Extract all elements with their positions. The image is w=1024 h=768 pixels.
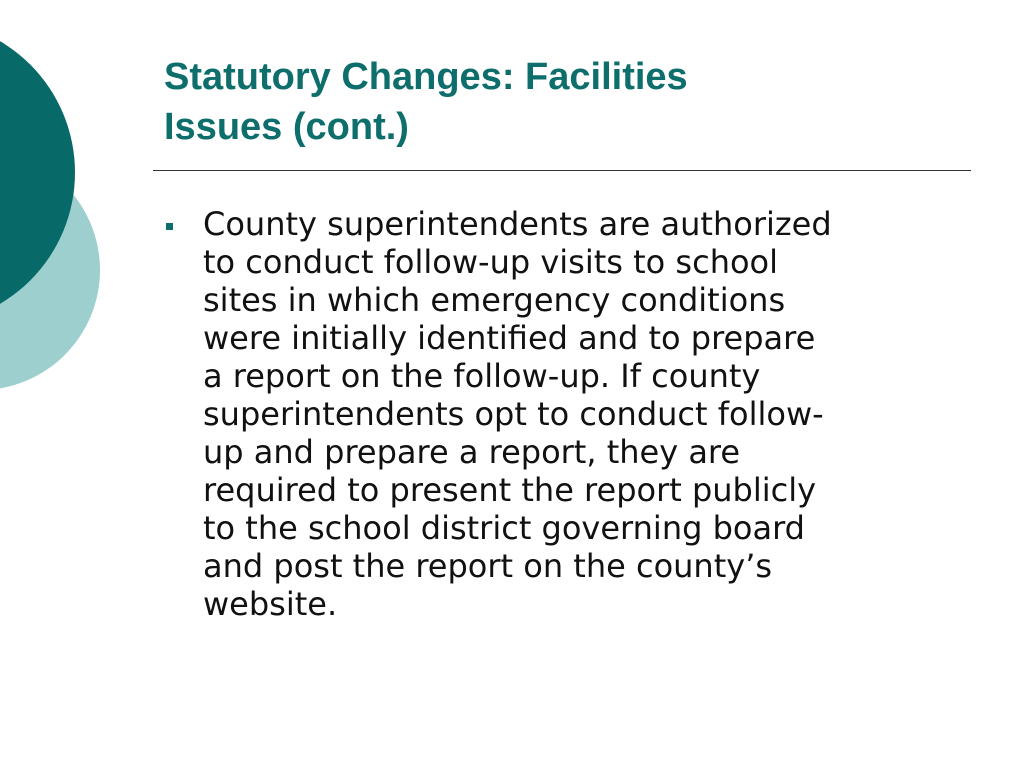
bullet-text: County superintendents are authorized to conduct follow-up visits to school sites in which emergency conditions were initially identified and to prepare a report on the follow-up. If county superintendents opt to conduct follow- up and prepare a report, they are required to present the report publicly to the school district governing board and post the report on the county’s website.: [203, 205, 832, 623]
slide-title: [164, 52, 964, 152]
bullet-list: [166, 205, 986, 623]
square-bullet-icon: [166, 223, 173, 230]
bullet-item: [166, 205, 986, 623]
slide-title-line-2: Issues (cont.): [164, 106, 409, 148]
slide-title-line-1: Statutory Changes: Facilities: [164, 56, 688, 98]
title-divider: [153, 170, 971, 171]
